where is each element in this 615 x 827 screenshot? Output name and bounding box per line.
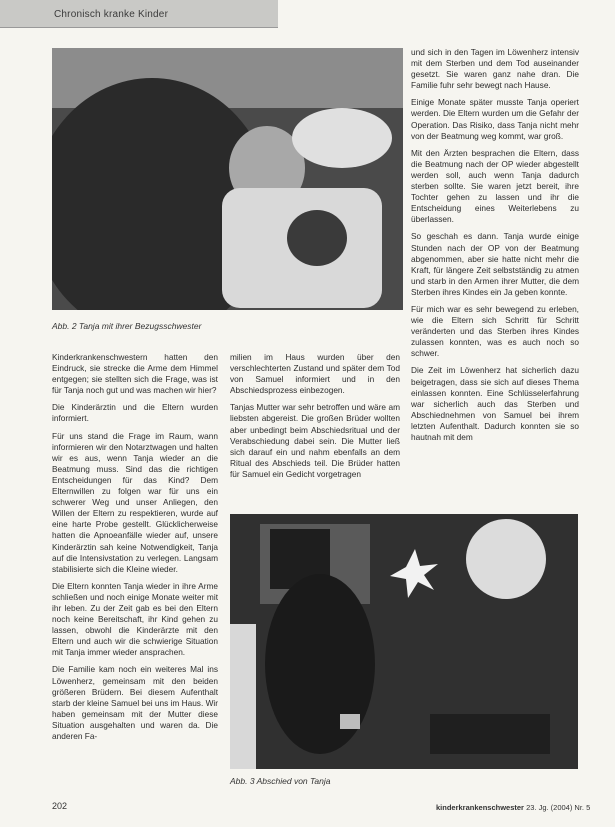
journal-issue: 23. Jg. (2004) Nr. 5 [526,803,591,812]
text-column-right [411,47,579,449]
paragraph: Tanjas Mutter war sehr betroffen und wäre am liebsten abgereist. Die großen Brüder wollten aber unbedingt beim Abschiedsritual und der Verabschiedung dabei sein. Die Mutter ließ sich darauf ein und nahm ebenfalls an dem Ritual des Abschieds teil. Die Brüder hatten für Samuel ein Gedicht vorgetragen [230,402,400,479]
text-column-left [52,352,218,748]
figure-2-caption: Abb. 2 Tanja mit ihrer Bezugsschwester [52,321,202,331]
paragraph: Die Zeit im Löwenherz hat sicherlich dazu beigetragen, dass sie sich auf dieses Thema einlassen konnten. Eine Schlüsselerfahrung war sicherlich auch das Sterben und Abschiednehmen von Samuel bei ihrem letzten Aufenthalt. Dadurch konnten sie so hautnah mit dem [411,365,579,442]
photo-farewell [230,514,578,769]
paragraph: Einige Monate später musste Tanja operiert werden. Die Eltern wurden um die Gefahr der Operation. Das Risiko, dass Tanja nicht mehr von der Beatmung weg kommt, war groß. [411,97,579,141]
paragraph: milien im Haus wurden über den verschlechterten Zustand und später dem Tod von Samuel informiert und in den Abschiedsprozess einbezogen. [230,352,400,396]
running-header [0,0,278,28]
paragraph: Kinderkrankenschwestern hatten den Eindruck, sie strecke die Arme dem Himmel entgegen; sie stellten sich die Frage, was ist für Tanja noch gut und was machen wir hier? [52,352,218,396]
paragraph: Für mich war es sehr bewegend zu erleben, wie die Eltern sich Schritt für Schritt veränderten und das Sterben ihres Kindes zulassen konnten, was es auch noch so schwer. [411,303,579,359]
running-header-title: Chronisch kranke Kinder [54,9,169,20]
figure-3-caption: Abb. 3 Abschied von Tanja [230,776,331,786]
paragraph: Mit den Ärzten besprachen die Eltern, dass die Beatmung nach der OP wieder abgestellt werden soll, auch wenn Tanja dadurch sterben sollte. Sie waren jetzt bereit, ihre Tochter gehen zu lassen und ihr die Entscheidung eines Weiterlebens zu überlassen. [411,147,579,225]
journal-footer [436,803,590,812]
paragraph: Die Eltern konnten Tanja wieder in ihre Arme schließen und noch einige Monate weiter mit ihr leben. Zu der Zeit gab es bei den Eltern noch keine Bereitschaft, ihr Kind gehen zu lassen, obwohl die Kinderärzte mit den Eltern und auch wir die schwierige Situation mit Tanja immer wieder ansprachen. [52,580,218,658]
photo-farewell-image [230,514,578,769]
photo-tanja-with-nurse [52,48,403,310]
paragraph: Für uns stand die Frage im Raum, wann informieren wir den Notarztwagen und halten wir es aus, wenn Tanja wieder an die Beatmung muss. Sind das die richtigen Entscheidungen für das Kind? Dem Elternwillen zu folgen war für uns ein schwerer Weg und unser Anliegen, den Willen der Eltern zu respektieren, wurde auf eine harte Probe gestellt. Glücklicherweise hatten die Apnoeanfälle wieder auf, unsere Kinderärztin sah keine Notwendigkeit, Tanja auf die Intensivstation zu verlegen. Langsam stabilisierte sich die Kleine wieder. [52,430,218,574]
photo-tanja-with-nurse-image [52,48,403,310]
paragraph: So geschah es dann. Tanja wurde einige Stunden nach der OP von der Beatmung abgenommen, aber sie hatte nicht mehr die Kraft, für längere Zeit selbstständig zu atmen und starb in den Armen ihrer Mutter, die dem Sterben ihres Kindes ein Ja geben konnte. [411,231,579,297]
paragraph: Die Familie kam noch ein weiteres Mal ins Löwenherz, gemeinsam mit den beiden größeren Brüdern. Bei diesem Aufenthalt starb der kleine Samuel bei uns im Haus. Wir haben gemeinsam mit der Mutter diese Situation ausgehalten und waren da. Die anderen Fa- [52,664,219,741]
paragraph: und sich in den Tagen im Löwenherz intensiv mit dem Sterben und dem Tod auseinander gesetzt. Sie waren ganz nahe dran. Die Familie fuhr sehr bewegt nach Hause. [411,47,579,91]
journal-name: kinderkrankenschwester [436,803,524,812]
page-number: 202 [52,801,68,811]
text-column-middle [230,352,400,486]
paragraph: Die Kinderärztin und die Eltern wurden informiert. [52,402,218,424]
